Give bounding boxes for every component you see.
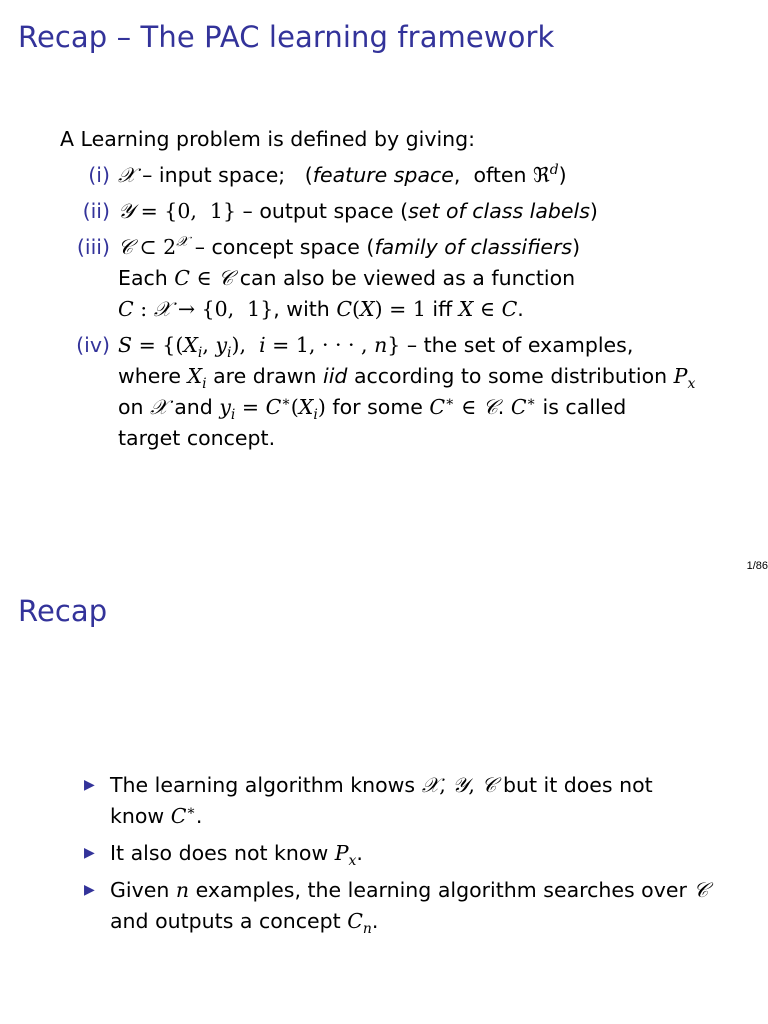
item-label: (iv)	[76, 333, 110, 357]
bullet-triangle-icon: ▶	[84, 845, 95, 861]
list-item	[60, 196, 750, 227]
list-item	[84, 875, 714, 937]
bullet-triangle-icon: ▶	[84, 777, 95, 793]
item-text: $S = \{(X_i$, $y_i$), i = 1, · · · , n} – the set of examples, where $X_i$ are drawn iid according to some distribution $P_x$ on 𝒳 and $y_i = C^∗(X_i)$ for some C∗ ∈ 𝒞. C∗ is called target concept.	[118, 333, 696, 450]
list-item	[60, 232, 750, 325]
slide-title: Recap	[18, 594, 108, 628]
intro-text: A Learning problem is defined by giving:	[60, 127, 476, 151]
bullet-triangle-icon: ▶	[84, 882, 95, 898]
item-label: (iii)	[76, 235, 110, 259]
item-text: 𝒞 ⊂ $2^𝒳$ – concept space (family of classifiers) Each C ∈ 𝒞 can also be viewed as a function C : 𝒳 → {0, 1}, with C(X) = 1 iff X ∈ C.	[118, 234, 581, 321]
list-item	[60, 330, 750, 454]
page-number: 1/86	[746, 560, 768, 572]
list-item	[60, 160, 750, 191]
item-label: (ii)	[82, 199, 110, 223]
bullet-text: It also does not know $P_x$.	[110, 841, 363, 870]
list-item	[84, 838, 714, 869]
slide-title: Recap – The PAC learning framework	[18, 20, 555, 54]
bullet-list	[84, 770, 714, 943]
slide-body	[60, 124, 750, 459]
item-text: 𝒳 – input space; (feature space, often ℜ$^d$)	[118, 162, 567, 187]
item-text: 𝒴 = {0, 1} – output space (set of class labels)	[118, 199, 598, 223]
bullet-text: Given n examples, the learning algorithm searches over 𝒞 and outputs a concept $C_n$.	[110, 878, 709, 938]
definition-list	[60, 160, 750, 454]
list-item	[84, 770, 714, 832]
bullet-text: The learning algorithm knows 𝒳, 𝒴, 𝒞 but it does not know C∗.	[110, 773, 653, 828]
item-label: (i)	[88, 163, 110, 187]
slide-2	[0, 580, 768, 1024]
